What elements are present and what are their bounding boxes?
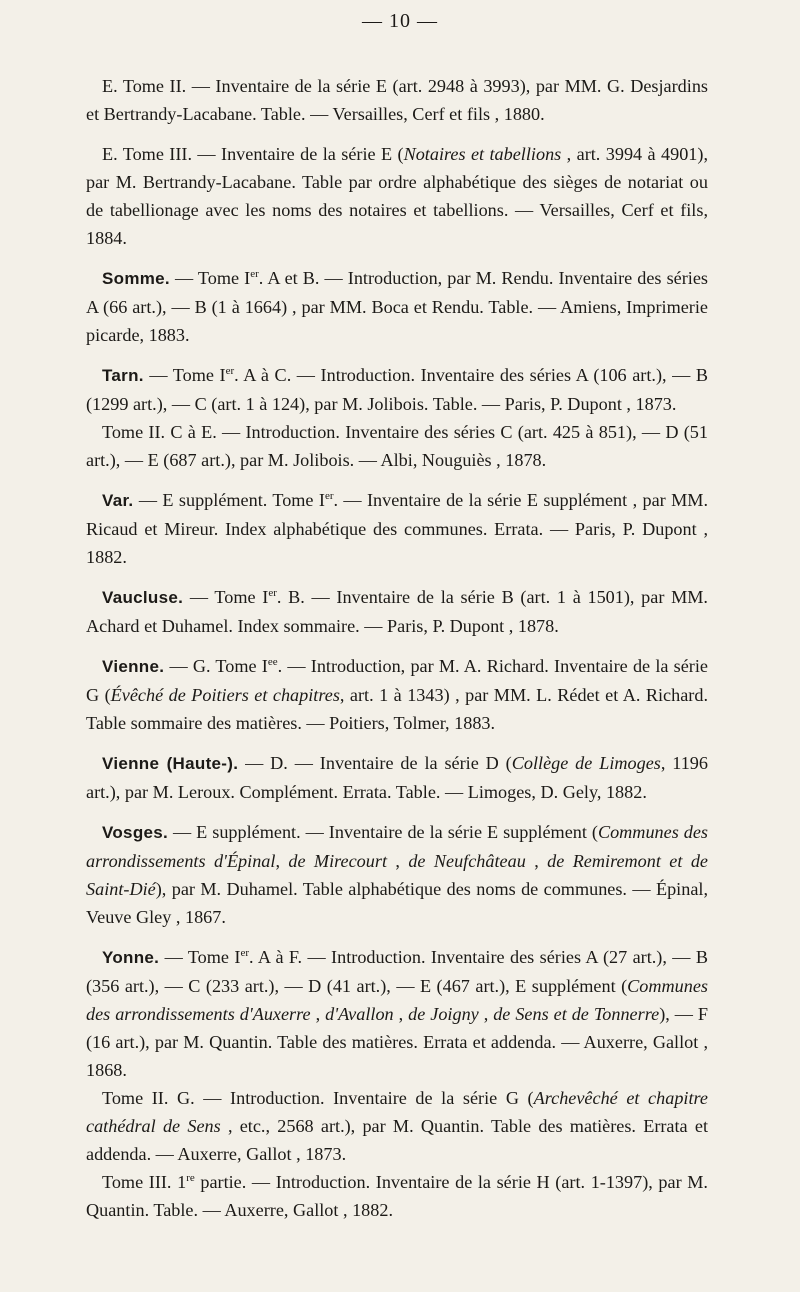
italic-title: Archevêché et chapitre cathédral de Sens — [86, 1088, 708, 1136]
italic-title: Notaires et tabellions — [403, 144, 562, 164]
entry-text: , art. 3994 à 4901), par M. Bertrandy-Lacabane. Table par ordre alphabétique des sièges de notariat ou de tabellionage avec les noms des notaires et tabellions. — Versailles, Cerf et fils, 1884. — [86, 144, 708, 248]
entry-text: . A à C. — Introduction. Inventaire des séries A (106 art.), — B (1299 art.), — C (art. 1 à 124), par M. Jolibois. Table. — Paris, P. Dupont , 1873. — [86, 365, 708, 414]
entry-text: . B. — Inventaire de la série B (art. 1 à 1501), par MM. Achard et Duhamel. Index sommaire. — Paris, P. Dupont , 1878. — [86, 587, 708, 636]
department-name: Vienne. — [102, 657, 165, 676]
superscript: er — [240, 946, 249, 959]
entry-text: — Tome I — [183, 587, 269, 607]
entry-text: Tome II. C à E. — Introduction. Inventaire des séries C (art. 425 à 851), — D (51 art.), — E (687 art.), par M. Jolibois. — Albi, Nouguiès , 1878. — [86, 422, 708, 470]
entry-text: — Tome I — [159, 947, 241, 967]
bibliography-entry — [86, 818, 708, 931]
superscript: er — [225, 364, 235, 377]
department-name: Vosges. — [102, 823, 169, 842]
italic-title: de Mirecourt — [288, 851, 387, 871]
entry-text: — D. — Inventaire de la série D ( — [238, 753, 512, 773]
entry-text: — E supplément. — Inventaire de la série E supplément ( — [168, 822, 598, 842]
entry-text: partie. — Introduction. Inventaire de la série H (art. 1-1397), par M. Quantin. Table. — Auxerre, Gallot , 1882. — [86, 1172, 708, 1220]
department-name: Yonne. — [102, 948, 160, 967]
superscript: er — [268, 586, 277, 599]
entry-text: — G. Tome I — [164, 656, 268, 676]
bibliography-entry — [86, 140, 708, 252]
italic-title: d'Avallon — [325, 1004, 394, 1024]
bibliography-entry — [86, 264, 708, 349]
bibliography-entry — [86, 1168, 708, 1224]
superscript: ee — [267, 655, 278, 668]
entry-text: . — Inventaire de la série E supplément , par MM. Ricaud et Mireur. Index alphabétique des communes. Errata. — Paris, P. Dupont , 1882. — [86, 490, 708, 567]
entry-text: , — [275, 851, 289, 871]
department-name: Vaucluse. — [102, 588, 184, 607]
entry-text: E. Tome III. — Inventaire de la série E ( — [102, 144, 404, 164]
bibliography-entry — [86, 583, 708, 640]
superscript: er — [324, 489, 334, 502]
entry-text: . A et B. — Introduction, par M. Rendu. Inventaire des séries A (66 art.), — B (1 à 1664) , par MM. Boca et Rendu. Table. — Amiens, Imprimerie picarde, 1883. — [86, 268, 708, 345]
entry-text: . A à F. — Introduction. Inventaire des séries A (27 art.), — B (356 art.), — C (233 art.), — D (41 art.), — E (467 art.), E supplément ( — [86, 947, 708, 996]
italic-title: de Neufchâteau — [408, 851, 526, 871]
department-name: Tarn. — [102, 366, 144, 385]
bibliography-entry — [86, 418, 708, 474]
bibliography-entry — [86, 1084, 708, 1168]
entry-text: ), par M. Duhamel. Table alphabétique des noms de communes. — Épinal, Veuve Gley , 1867. — [86, 879, 708, 927]
bibliography-entry — [86, 652, 708, 737]
entry-text: Tome III. 1 — [102, 1172, 187, 1192]
bibliography-entry — [86, 943, 708, 1084]
entry-text: ), — F (16 art.), par M. Quantin. Table des matières. Errata et addenda. — Auxerre, Gallot , 1868. — [86, 1004, 709, 1080]
department-name: Somme. — [102, 269, 170, 288]
italic-title: Collège de Limoges — [511, 753, 661, 773]
entry-text: — E supplément. Tome I — [133, 490, 325, 510]
entry-text: , art. 1 à 1343) , par MM. L. Rédet et A. Richard. Table sommaire des matières. — Poitiers, Tolmer, 1883. — [86, 685, 708, 733]
entry-text: , — [478, 1004, 494, 1024]
bibliography-entry — [86, 72, 708, 128]
bibliography-entry — [86, 749, 708, 806]
entry-text: E. Tome II. — Inventaire de la série E (art. 2948 à 3993), par MM. G. Desjardins et Bertrandy-Lacabane. Table. — Versailles, Cerf et fils , 1880. — [86, 76, 708, 124]
italic-title: de Remiremont et de Saint-Dié — [86, 851, 708, 899]
italic-title: de Joigny — [408, 1004, 479, 1024]
superscript: re — [186, 1171, 195, 1184]
entry-text: , — [310, 1004, 326, 1024]
page-number: — 10 — — [362, 10, 438, 32]
italic-title: Communes des arrondissements d'Auxerre — [86, 976, 708, 1024]
bibliography-entries — [86, 72, 708, 1236]
department-name: Vienne (Haute-). — [102, 754, 239, 773]
entry-text: — Tome I — [143, 365, 226, 385]
superscript: er — [250, 267, 259, 280]
entry-text: Tome II. G. — Introduction. Inventaire de la série G ( — [102, 1088, 534, 1108]
italic-title: Évêché de Poitiers et chapitres — [110, 685, 340, 705]
bibliography-entry — [86, 361, 708, 418]
department-name: Var. — [102, 491, 134, 510]
entry-text: , — [393, 1004, 409, 1024]
italic-title: Communes des arrondissements d'Épinal — [86, 822, 708, 871]
entry-text: , etc., 2568 art.), par M. Quantin. Table des matières. Errata et addenda. — Auxerre, Gallot , 1873. — [86, 1116, 708, 1164]
entry-text: , 1196 art.), par M. Leroux. Complément. Errata. Table. — Limoges, D. Gely, 1882. — [86, 753, 708, 802]
entry-text: — Tome I — [169, 268, 251, 288]
bibliography-entry — [86, 486, 708, 571]
entry-text: , — [387, 851, 409, 871]
entry-text: , — [525, 851, 548, 871]
entry-text: . — Introduction, par M. A. Richard. Inventaire de la série G ( — [86, 656, 708, 705]
italic-title: de Sens et de Tonnerre — [493, 1004, 660, 1024]
